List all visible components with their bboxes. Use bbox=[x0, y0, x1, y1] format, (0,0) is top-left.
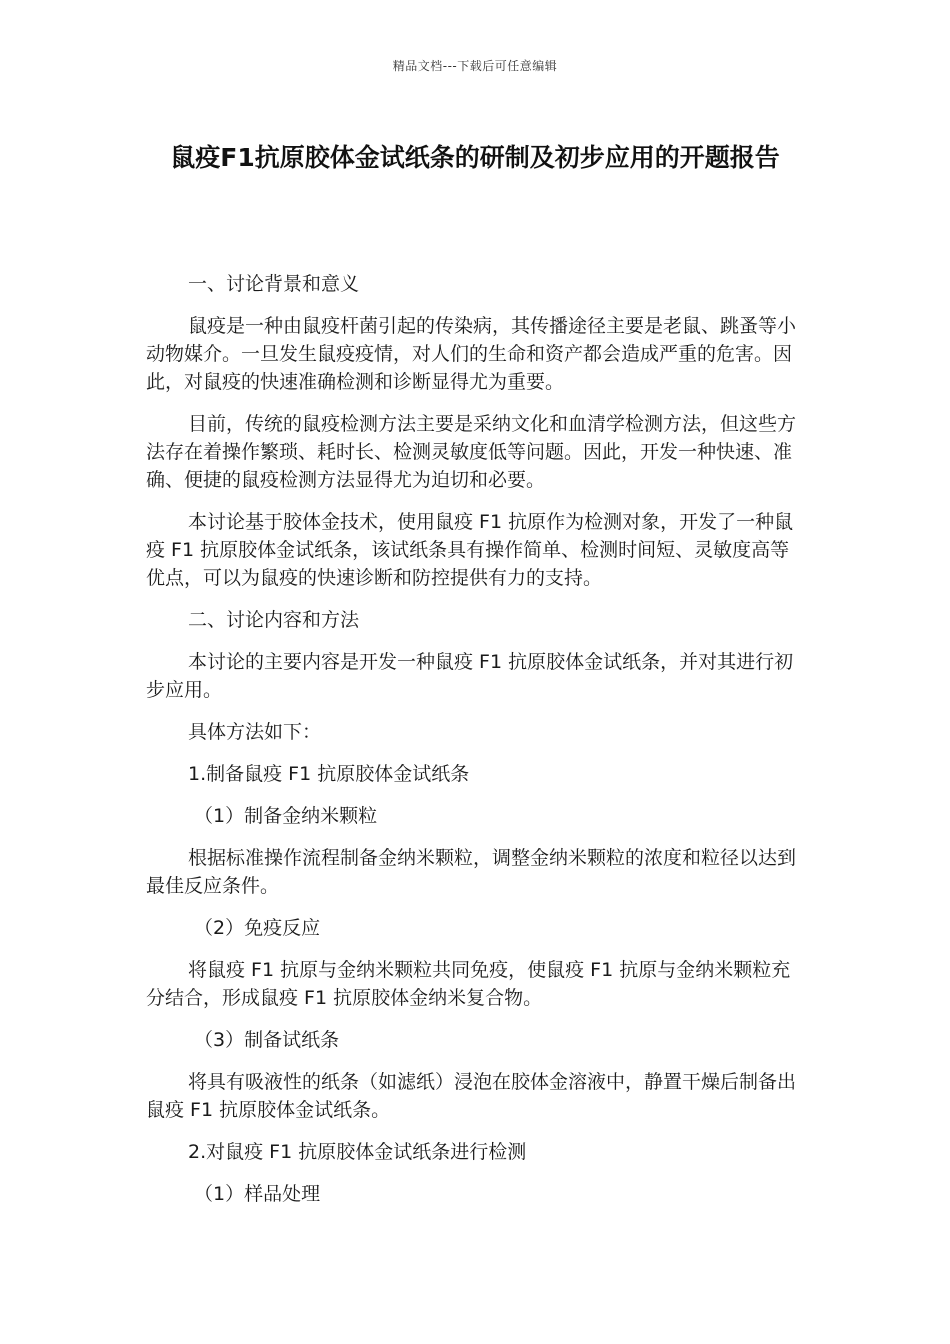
substep-heading-nanoparticles: （1）制备金纳米颗粒 bbox=[194, 805, 378, 827]
paragraph-prepare-test-strip: 将具有吸液性的纸条（如滤纸）浸泡在胶体金溶液中，静置干燥后制备出鼠疫 F1 抗原胶体金试纸条。 bbox=[146, 1071, 797, 1121]
substep-heading-sample-processing: （1）样品处理 bbox=[194, 1183, 321, 1205]
document-title: 鼠疫F1抗原胶体金试纸条的研制及初步应用的开题报告 bbox=[170, 143, 780, 172]
substep-heading-immune-reaction: （2）免疫反应 bbox=[194, 917, 321, 939]
paragraph-traditional-methods: 目前，传统的鼠疫检测方法主要是采纳文化和血清学检测方法，但这些方法存在着操作繁琐、耗时长、检测灵敏度低等问题。因此，开发一种快速、准确、便捷的鼠疫检测方法显得尤为迫切和必要。 bbox=[146, 413, 797, 491]
step-heading-prepare-strip: 1.制备鼠疫 F1 抗原胶体金试纸条 bbox=[188, 763, 470, 785]
paragraph-methods-intro: 具体方法如下： bbox=[188, 721, 322, 743]
paragraph-study-basis: 本讨论基于胶体金技术，使用鼠疫 F1 抗原作为检测对象，开发了一种鼠疫 F1 抗原胶体金试纸条，该试纸条具有操作简单、检测时间短、灵敏度高等优点，可以为鼠疫的快速诊断和防控提供有力的支持。 bbox=[146, 511, 794, 589]
section-heading-content-methods: 二、讨论内容和方法 bbox=[188, 609, 360, 631]
paragraph-nanoparticles: 根据标准操作流程制备金纳米颗粒，调整金纳米颗粒的浓度和粒径以达到最佳反应条件。 bbox=[146, 847, 797, 897]
page-header: 精品文档---下载后可任意编辑 bbox=[392, 59, 558, 73]
section-heading-background: 一、讨论背景和意义 bbox=[188, 273, 360, 295]
document-body bbox=[146, 270, 806, 1222]
paragraph-plague-intro: 鼠疫是一种由鼠疫杆菌引起的传染病，其传播途径主要是老鼠、跳蚤等小动物媒介。一旦发生鼠疫疫情，对人们的生命和资产都会造成严重的危害。因此，对鼠疫的快速准确检测和诊断显得尤为重要。 bbox=[146, 315, 797, 393]
substep-heading-prepare-test-strip: （3）制备试纸条 bbox=[194, 1029, 340, 1051]
paragraph-main-content: 本讨论的主要内容是开发一种鼠疫 F1 抗原胶体金试纸条，并对其进行初步应用。 bbox=[146, 651, 794, 701]
paragraph-immune-reaction: 将鼠疫 F1 抗原与金纳米颗粒共同免疫，使鼠疫 F1 抗原与金纳米颗粒充分结合，形成鼠疫 F1 抗原胶体金纳米复合物。 bbox=[146, 959, 791, 1009]
step-heading-detection: 2.对鼠疫 F1 抗原胶体金试纸条进行检测 bbox=[188, 1141, 527, 1163]
